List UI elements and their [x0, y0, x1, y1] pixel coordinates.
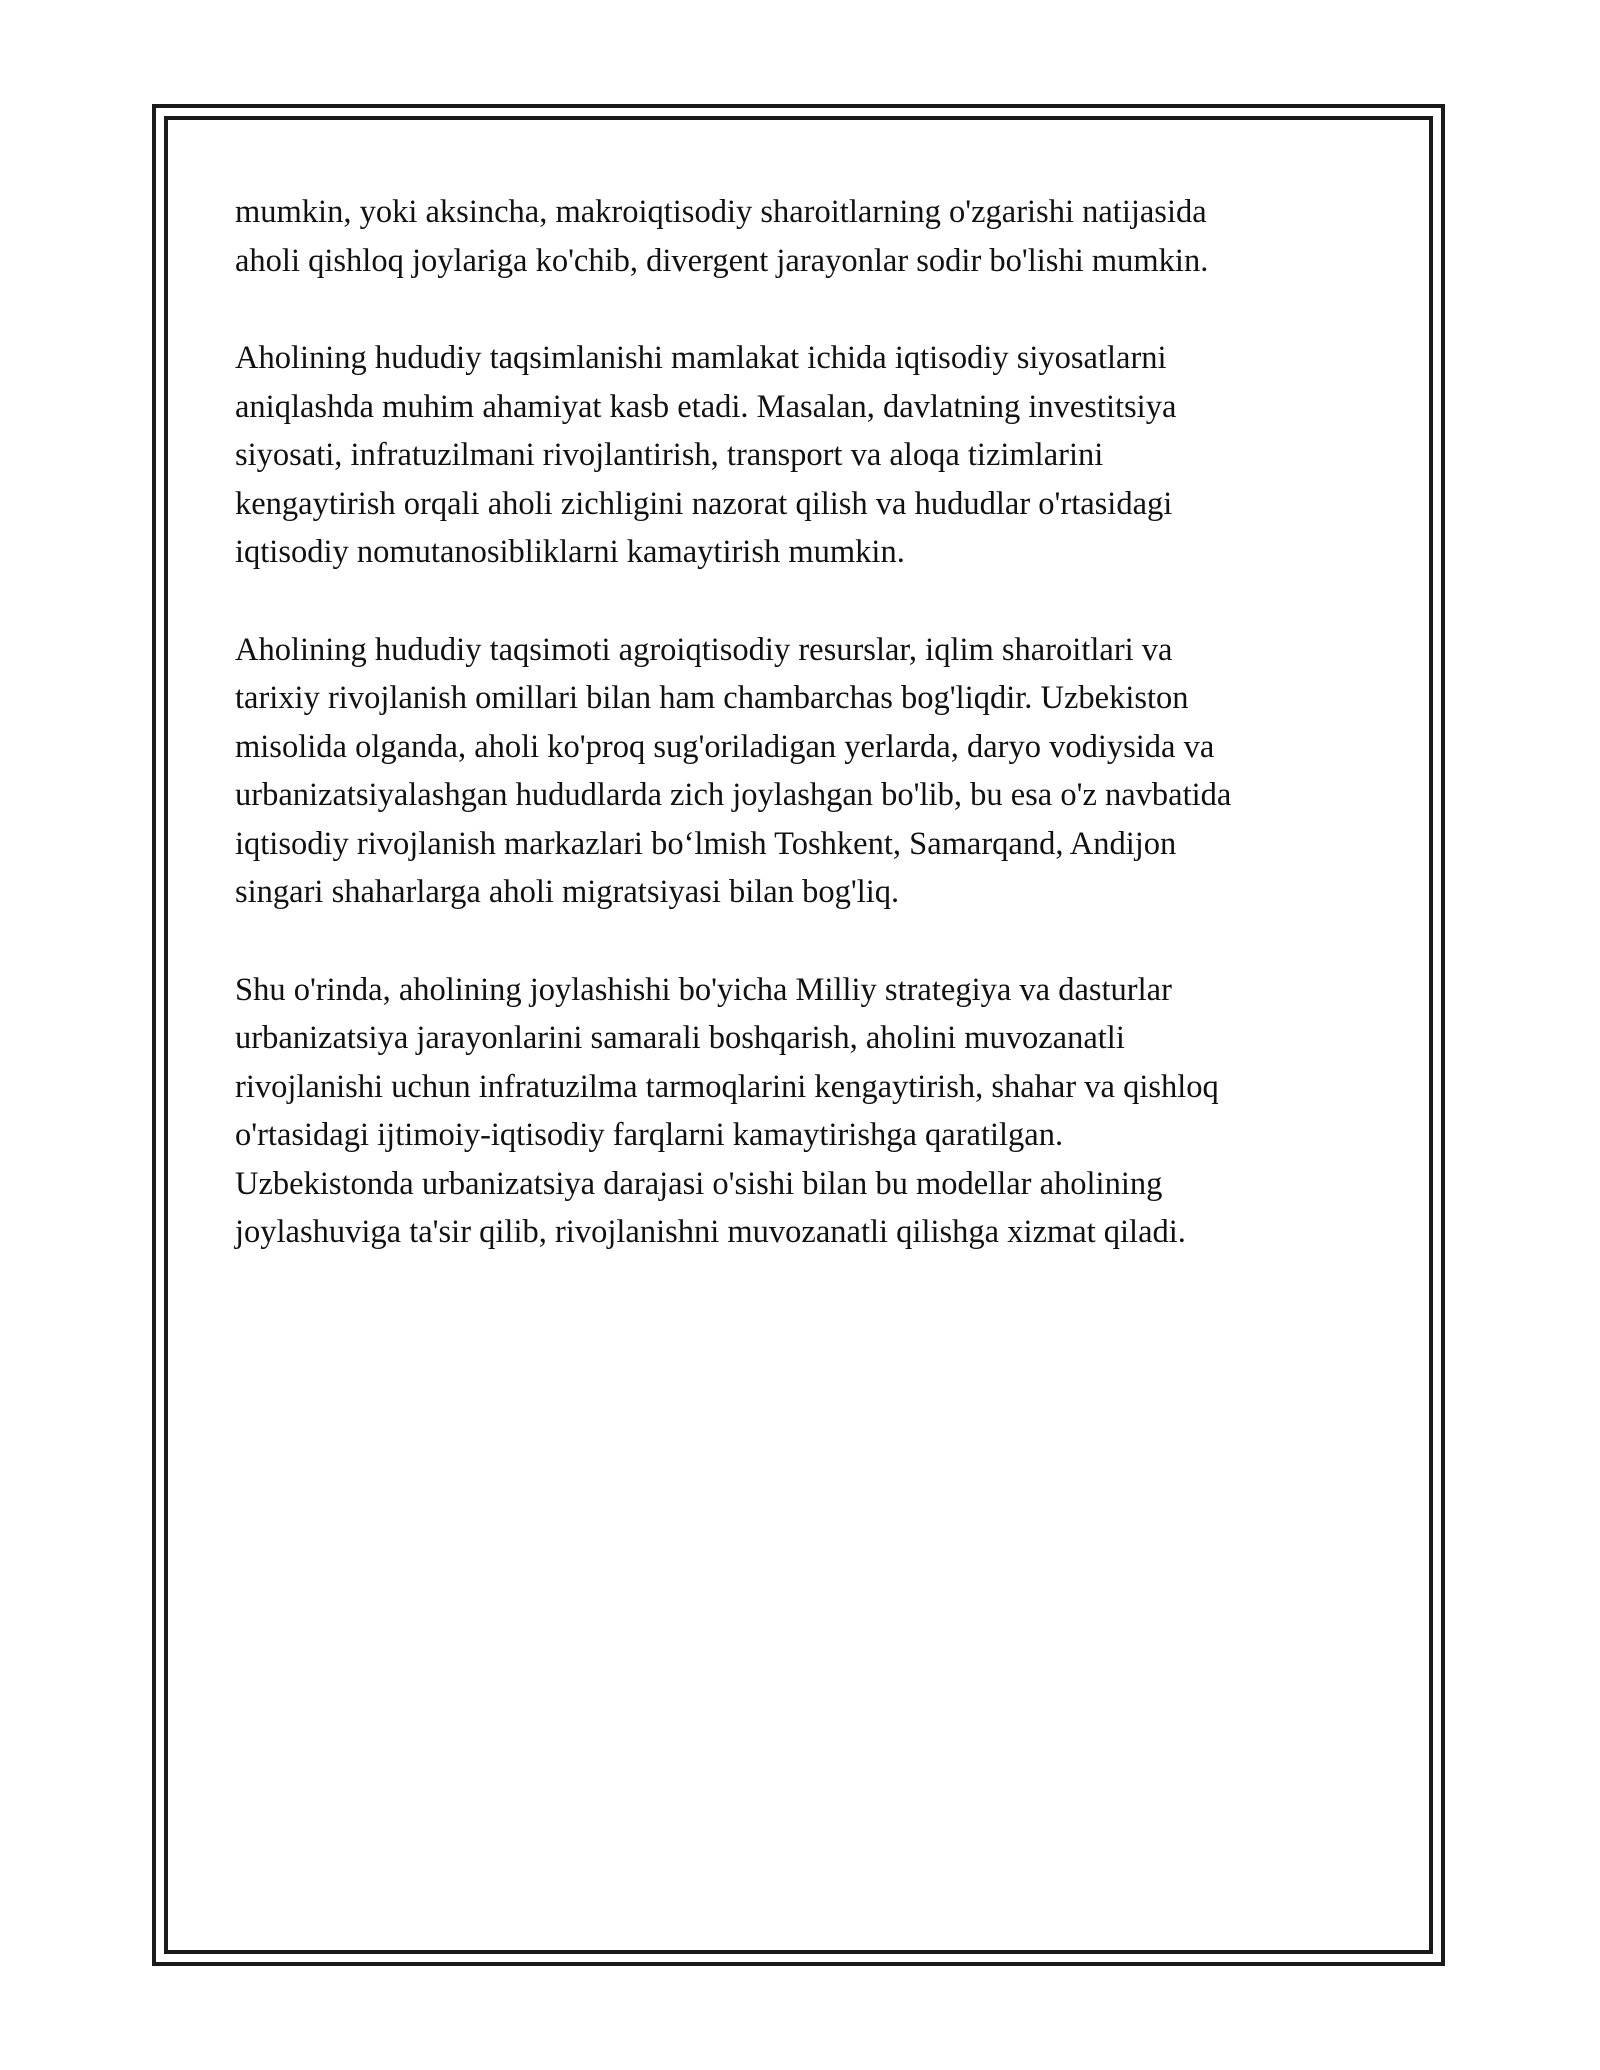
document-body: [235, 188, 1375, 1306]
paragraph-3: Aholining hududiy taqsimoti agroiqtisodiy resurslar, iqlim sharoitlari va tarixiy rivojlanish omillari bilan ham chambarchas bog'liqdir. Uzbekiston misolida olganda, aholi ko'proq sug'oriladigan yerlarda, daryo vodiysida va urbanizatsiyalashgan hududlarda zich joylashgan bo'lib, bu esa o'z navbatida iqtisodiy rivojlanish markazlari bo‘lmish Toshkent, Samarqand, Andijon singari shaharlarga aholi migratsiyasi bilan bog'liq.: [235, 631, 1232, 910]
paragraph-2: Aholining hududiy taqsimlanishi mamlakat ichida iqtisodiy siyosatlarni aniqlashda muhim ahamiyat kasb etadi. Masalan, davlatning investitsiya siyosati, infratuzilmani rivojlantirish, transport va aloqa tizimlarini kengaytirish orqali aholi zichligini nazorat qilish va hududlar o'rtasidagi iqtisodiy nomutanosibliklarni kamaytirish mumkin.: [235, 340, 1177, 570]
paragraph-1: mumkin, yoki aksincha, makroiqtisodiy sharoitlarning o'zgarishi natijasida aholi qishloq joylariga ko'chib, divergent jarayonlar sodir bo'lishi mumkin.: [235, 194, 1209, 279]
paragraph-4: Shu o'rinda, aholining joylashishi bo'yicha Milliy strategiya va dasturlar urbanizatsiya jarayonlarini samarali boshqarish, aholini muvozanatli rivojlanishi uchun infratuzilma tarmoqlarini kengaytirish, shahar va qishloq o'rtasidagi ijtimoiy-iqtisodiy farqlarni kamaytirishga qaratilgan. Uzbekistonda urbanizatsiya darajasi o'sishi bilan bu modellar aholining joylashuviga ta'sir qilib, rivojlanishni muvozanatli qilishga xizmat qiladi.: [235, 971, 1219, 1250]
